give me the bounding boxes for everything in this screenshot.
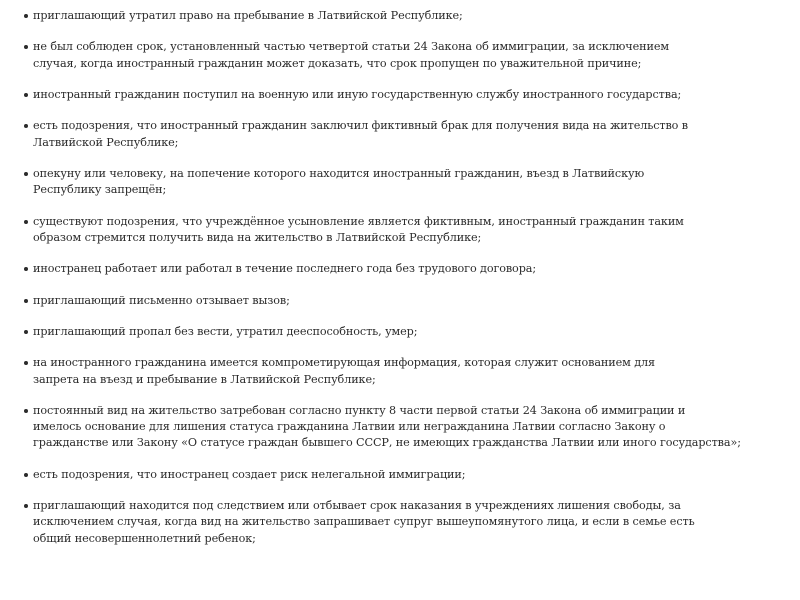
list-item-text: на иностранного гражданина имеется компрометирующая информация, которая служит основанием для запрета на въезд и пребывание в Латвийской Республике; xyxy=(33,356,655,386)
list-item xyxy=(24,166,784,198)
list-item-text: приглашающий письменно отзывает вызов; xyxy=(33,293,290,307)
bullet-dot xyxy=(24,45,28,49)
list-item-text: приглашающий находится под следствием или отбывает срок наказания в учреждениях лишения свободы, за исключением случая, когда вид на жительство запрашивает супруг вышеупомянутого лица, и если в семье есть общий несовершеннолетний ребенок; xyxy=(33,499,695,545)
bullet-dot xyxy=(24,124,28,128)
bullet-dot xyxy=(24,172,28,176)
bullet-dot xyxy=(24,361,28,365)
list-item-text: приглашающий пропал без вести, утратил дееспособность, умер; xyxy=(33,324,418,338)
bullet-dot xyxy=(24,267,28,271)
list-item-text: есть подозрения, что иностранец создает риск нелегальной иммиграции; xyxy=(33,467,466,481)
list-item-text: существуют подозрения, что учреждённое усыновление является фиктивным, иностранный гражданин таким образом стремится получить вида на жительство в Латвийской Республике; xyxy=(33,214,684,244)
bullet-dot xyxy=(24,409,28,413)
list-item xyxy=(24,118,784,150)
bullet-dot xyxy=(24,220,28,224)
list-item-text: есть подозрения, что иностранный гражданин заключил фиктивный брак для получения вида на жительство в Латвийской Республике; xyxy=(33,119,688,149)
list-item-text: не был соблюден срок, установленный частью четвертой статьи 24 Закона об иммиграции, за исключением случая, когда иностранный гражданин может доказать, что срок пропущен по уважительной причине; xyxy=(33,40,669,70)
list-item xyxy=(24,87,784,103)
bullet-dot xyxy=(24,473,28,477)
list-item xyxy=(24,498,784,547)
bullet-dot xyxy=(24,93,28,97)
list-item xyxy=(24,214,784,246)
bullet-dot xyxy=(24,504,28,508)
list-item xyxy=(24,39,784,71)
bullet-dot xyxy=(24,299,28,303)
list-item-text: приглашающий утратил право на пребывание в Латвийской Республике; xyxy=(33,9,463,22)
list-item-text: иностранец работает или работал в течение последнего года без трудового договора; xyxy=(33,262,536,276)
list-item-text: иностранный гражданин поступил на военную или иную государственную службу иностранного государства; xyxy=(33,87,682,101)
list-item xyxy=(24,467,784,483)
list-item xyxy=(24,403,784,452)
list-item xyxy=(24,293,784,309)
list-item-text: постоянный вид на жительство затребован согласно пункту 8 части первой статьи 24 Закона об иммиграции и имелось основание для лишения статуса гражданина Латвии или негражданина Латвии согласно Закону о гражданстве или Закону «О статусе граждан бывшего СССР, не имеющих гражданства Латвии или иного государства»; xyxy=(33,403,741,450)
bullet-dot xyxy=(24,14,28,18)
list-item xyxy=(24,8,784,24)
list-item-text: опекуну или человеку, на попечение которого находится иностранный гражданин, въезд в Латвийскую Республику запрещён; xyxy=(33,166,645,197)
list-item xyxy=(24,261,784,277)
bullet-list xyxy=(24,8,784,562)
list-item xyxy=(24,355,784,387)
bullet-dot xyxy=(24,330,28,334)
list-item xyxy=(24,324,784,340)
